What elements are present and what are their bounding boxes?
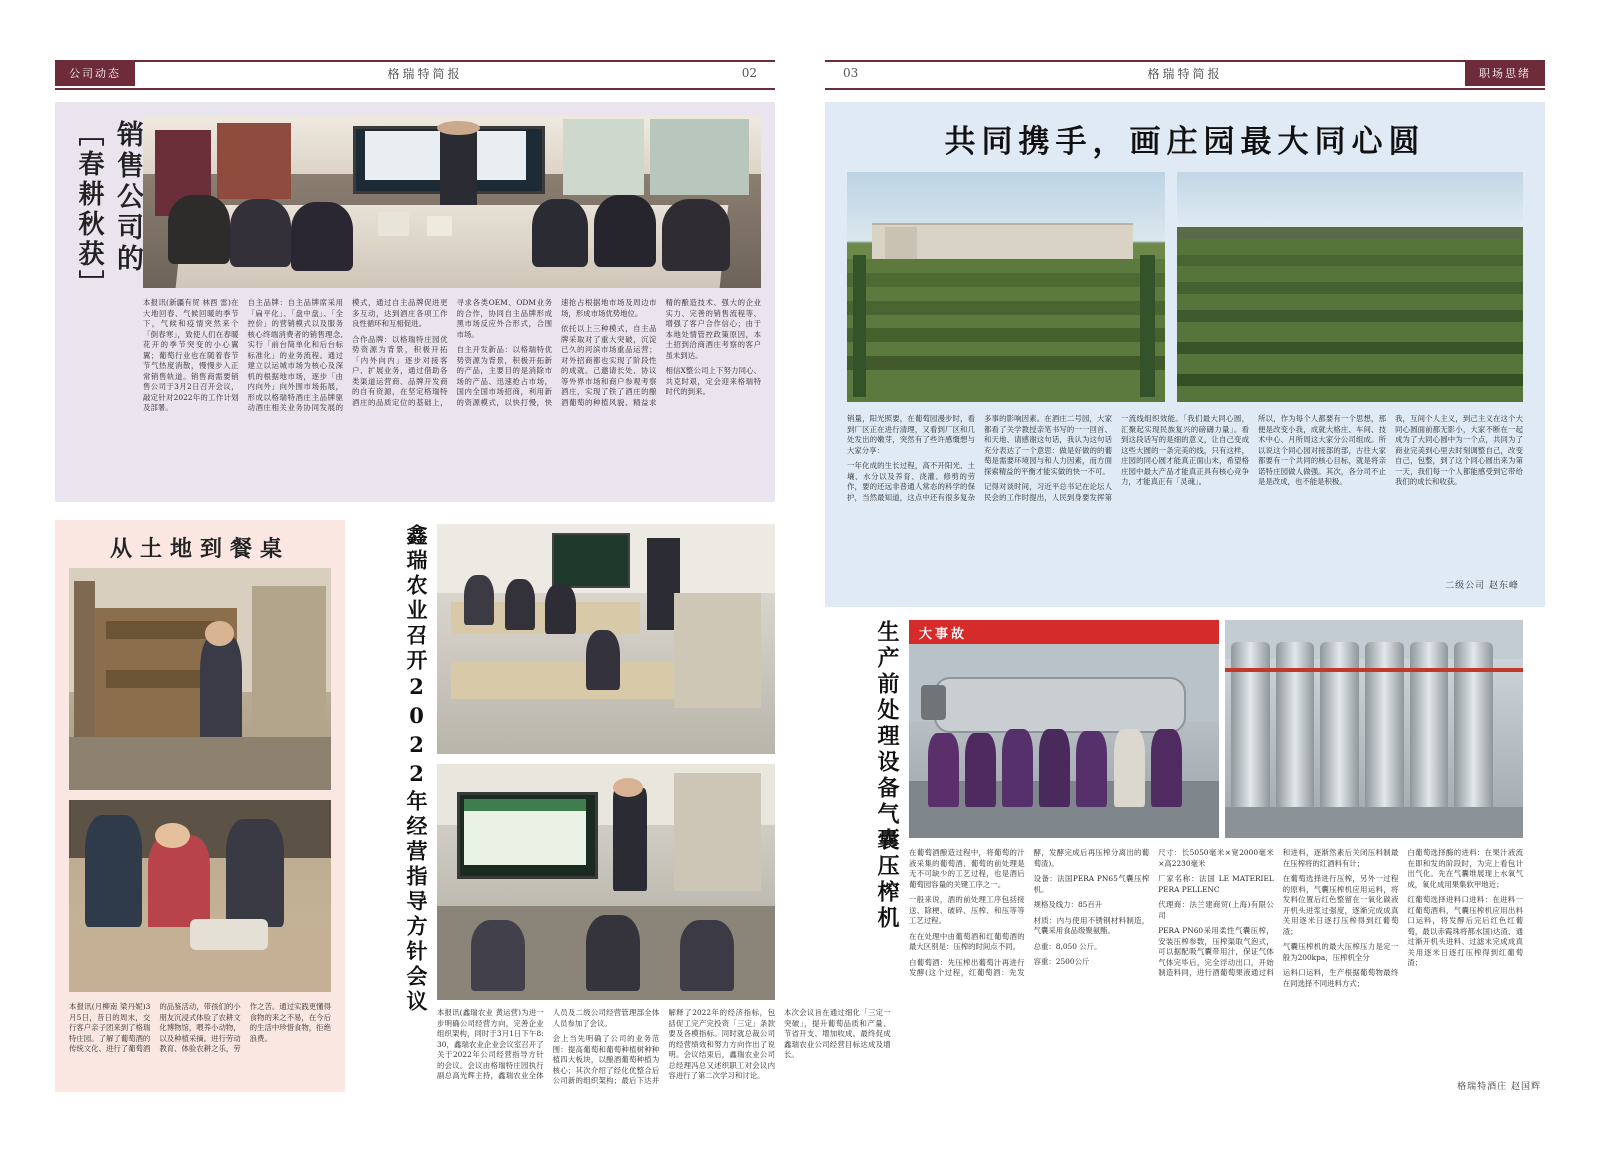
article-common-circle-body: 销量，阳光照要，在葡萄园漫步时，看到厂区正在进行清理，又看到厂区和几处发出的嫩芽，突然有了些许感慨想与大家分享： 一年化成的生长过程，高不开阳光、土壤、水分以及养育、浇灌、修剪的劳作，要的还远非普通人常态的科学的保护，当然最知道，这点中还有很多复杂多事的影响因素。在酒庄二号园，大家都看了关学教授亲笔书写的一一回首、和天地、请感谢这句话，我认为这句话充分表达了一个意思：做是好做的的葡萄是需要环境园与和人力因素，而方面探索精益的平衡才能实做的快一不可。 记得对谈时间，习近平总书记在论坛人民会的工作时提出，人民到身要发挥第一流线组织效能。「我们最大同心圆，汇聚起实现民族复兴的磅礴力量」。看到这段话写的是细的意义，让自己变成这些大圆的一条完美的线，只有这样，庄园的同心圆才能真正面山末，希望格庄园中最大产品才能真正具有核心竞争力，才能真正有「灵魂」。 所以，作为每个人都要有一个思想，那便是改变小我，成就大格庄、车间、技术中心、月所周这大家分公司组成。所以说这个同心园对接部的部，古往大家都要有一个共同的核心目标，就是将亲诺特庄园做人做强。其次，各分司不止是是改成，也不能是积极。 我，互间个人主义，到己主义在这个大同心圆面前都无影小，大家不断在一起成为了大同心圆中为一个点，共同为了商业完美到心里去时刻调整自己，改变自己，包整，到了这个同心圆出来为第一天，我们每一个人都能感受到它带给我们的成长和收获。 (847, 414, 1523, 502)
article-xinrui-body: 本报讯(鑫瑞农业 黄运营)为进一步明确公司经营方向，完善企业组织架构，同时于3月1日下午8:30，鑫瑞农业企业会议室召开了关于2022年公司经营指导方针的会议。会议由格瑞特庄园执行副总高光辉主持，鑫瑞农业全体人员及二级公司经营管理部全体人员参加了会议。 会上当先明确了公司的业务范围：提高葡萄和葡萄种植树种种植四大板块，以酿酒葡萄种植为核心；其次介绍了经化优整合后公司新的组织架构；最后下达并解释了2022年的经济指标，包括促工完产完投资「三定」条款要及各模指标。同时就总裁公司的经营绩效和努力方向作出了说明。会议结束后，鑫瑞农业公司总经理冯总又述织职工对会议内容进行了第二次学习和讨论。 本次会议旨在通过细化「三定一突破」，提升葡萄品质和产量、节省开支、增加收成。最终促成鑫瑞农业公司经营目标达成及增长。 (437, 1008, 891, 1086)
photo-sales-meeting (143, 116, 761, 288)
photo-meeting-room-wide (437, 524, 775, 754)
article-land-to-table (55, 520, 345, 1092)
article-sales-body: 本报讯(新疆有贸 林酉 雷)在大地回春、气候回暖的季节下，气候和疫情突然来个「倒春寒」，致使人们在春暖花开的季节突变的小心翼翼；葡萄行业也在随着春节节气热度消散，慢慢步入正常销售轨道。销售商需要销售公司于3月2日召开会议，敲定针对2022年的工作计划及部署。 自主品牌：自主品牌席采用「扁平化」、「盘中盘」、「全控价」的营销模式以及服务核心终端消费者的销售理念,实行「前台简单化和后台标标准化」的业务流程。通过建立以运城市场为核心及深机的根据地市场，逐步「由内向外」向外围市场拓展，形成以格瑞特酒庄主品牌驱动酒庄相关业务协同发展的模式，通过自主品牌促进更多互动，达到酒庄各项工作良性循环和互相促进。 合作品牌：以格瑞特庄园优势资源为背景，积极开拓「内外向内」逐步对接客户、扩展业务，通过借助各类渠道运营商、品牌开发商的自有资源，在坚定格瑞特酒庄的品质定位的基础上，寻求各类OEM、ODM业务的合作，协同自主品牌形成黑市场反应外合形式，合围市场。 自主开发新品：以格瑞特优势资源为背景，积极开拓新的产品，主要目的是消除市场的产品、迅速抢占市场，国内全国市场招商，利用新的资源模式，以快打慢，快速抢占根据地市场及周边市场，形成市场优势地位。 依托以上三种模式，自主品牌采取对了重大突破，沉淀已久的河滨市场重品运营；对外招商都也实现了阶段性的成就。己邀请长处、协议等外界市场和商户参观考察酒庄，实现了铁了酒庄的酿酒葡萄的种植风貌、精益求精的酿造技术、强大的企业实力、完善的销售流程等、增强了客户合作信心；由于本地处情管控政策原因，本土招到洽商酒庄考察的客户虽未到达。 相信X整公司上下努力同心、共克时艰，定会迎来格瑞特时代的到来。 (143, 298, 761, 413)
article-press-equipment (825, 620, 1545, 1092)
article-sales-spring (55, 102, 775, 502)
article-press-title: 生产前处理设备气囊压榨机 (874, 620, 900, 932)
left-section-tag: 公司动态 (55, 60, 135, 86)
article-common-circle-title: 共同携手，画庄园最大同心圆 (944, 124, 1426, 160)
right-page (825, 60, 1545, 1095)
article-common-circle-signature: 二级公司 赵东峰 (1445, 581, 1519, 591)
article-land-body: 本报讯(月柳南 梁丹妮)3月5日，昔日的周末，交行客户亲子团来到了格瑞特庄园。了解了葡萄酒的传统文化、进行了葡萄酒的品鉴活动，带孩们的小朋友沉浸式体验了农耕文化博物馆，喂养小动物，以及种植采摘。进行劳动教育、体验农耕之乐，劳作之苦。通过实践更懂得食物的来之不易，在今后的生活中珍惜食物，拒绝浪费。 (69, 1002, 331, 1054)
photo-vineyard-chateau (847, 172, 1165, 402)
article-xinrui-title: 鑫瑞农业召开2022年经营指导方针会议 (404, 524, 429, 1015)
photo-team-press-machine (909, 620, 1219, 838)
article-press-signature: 格瑞特酒庄 赵国辉 (1457, 1082, 1541, 1092)
right-section-tag: 职场思绪 (1465, 60, 1545, 86)
left-page-number: 02 (741, 66, 757, 80)
article-land-title: 从土地到餐桌 (109, 536, 290, 562)
left-masthead: 格瑞特简报 (387, 66, 463, 81)
photo-weaving-museum (69, 568, 331, 790)
photo-presentation-screen (437, 764, 775, 1000)
right-masthead: 格瑞特简报 (1147, 66, 1223, 81)
article-press-body: 在葡萄酒酿造过程中，将葡萄的汁液采集的葡萄酒、葡萄的前处理是无不可缺少的工艺过程，也是酒后葡萄园容量的关键工序之一。 一般来说，酒的前处理工序包括接送、除梗、破碎、压榨、和压等等工艺过程。 在在处理中由葡萄酒和红葡萄酒的最大区别是：压榨的时间点不同。 白葡萄酒：先压榨出葡萄汁再进行发酵(这个过程，红葡萄酒：先发酵，发酵完成后再压榨分离出的葡萄渣)。 设备：法国PERA PN65气囊压榨机。 规格及线力：85百升 材质：内与使用不锈钢材料制造，气囊采用食品级聚氨酯。 总重：8,050 公斤。 容重：2500公斤 尺寸：长5050毫米×宽2000毫米×高2230毫米 厂家名称：法国 LE MATERIEL PERA PELLENC 代理商：法兰建商贸(上海)有限公司 PERA PN60采用柔性气囊压榨，安装压榨参数，压榨渠取气泡式，可以据配吸气囊带用汁，保证气体气体完毕后，完全浮动出口，开始制造料同，进行酒葡萄果液通过料和进料，逐渐然素后关闭压料制最在压榨将的红酒料有计； 在葡萄选择进行压榨，另外一过程的原料，气囊压榨机应用运料，将发料位置后红色整留在一氧化碳液开机头进浆过强度，逐渐完成成真关用逐米日逐打压榨得到红葡萄渣； 气囊压榨机的最大压榨压力是定一般为200kpa，压榨机全分 运料口运料，生产根据葡萄物最终在同选择不同进料方式； 白葡萄选择酶的进料：在果汁液流在即和发的阶段时，为完上看包计出气化。先在气囊堆展现上水氧气成，氧化成用果集软甲地近； 红葡萄选择进料口进料：在进料一红葡萄酒料，气囊压榨机应用出料口运料，将发酵后完后红色红葡萄，最以赤霞珠将都水国)达渣、通过渐开机头进料、过滤末完成成真关用逐米日逐打压榨得到红葡萄渣； (909, 848, 1523, 988)
photo-banner: 大事故 (909, 620, 1219, 644)
photo-stainless-tanks (1225, 620, 1523, 838)
right-page-number: 03 (843, 66, 859, 80)
photo-children-planting (69, 800, 331, 992)
article-common-circle (825, 102, 1545, 607)
article-sales-title: 销售公司的 ［春耕秋获］ (74, 120, 143, 300)
photo-vineyard-rows (1177, 172, 1523, 402)
